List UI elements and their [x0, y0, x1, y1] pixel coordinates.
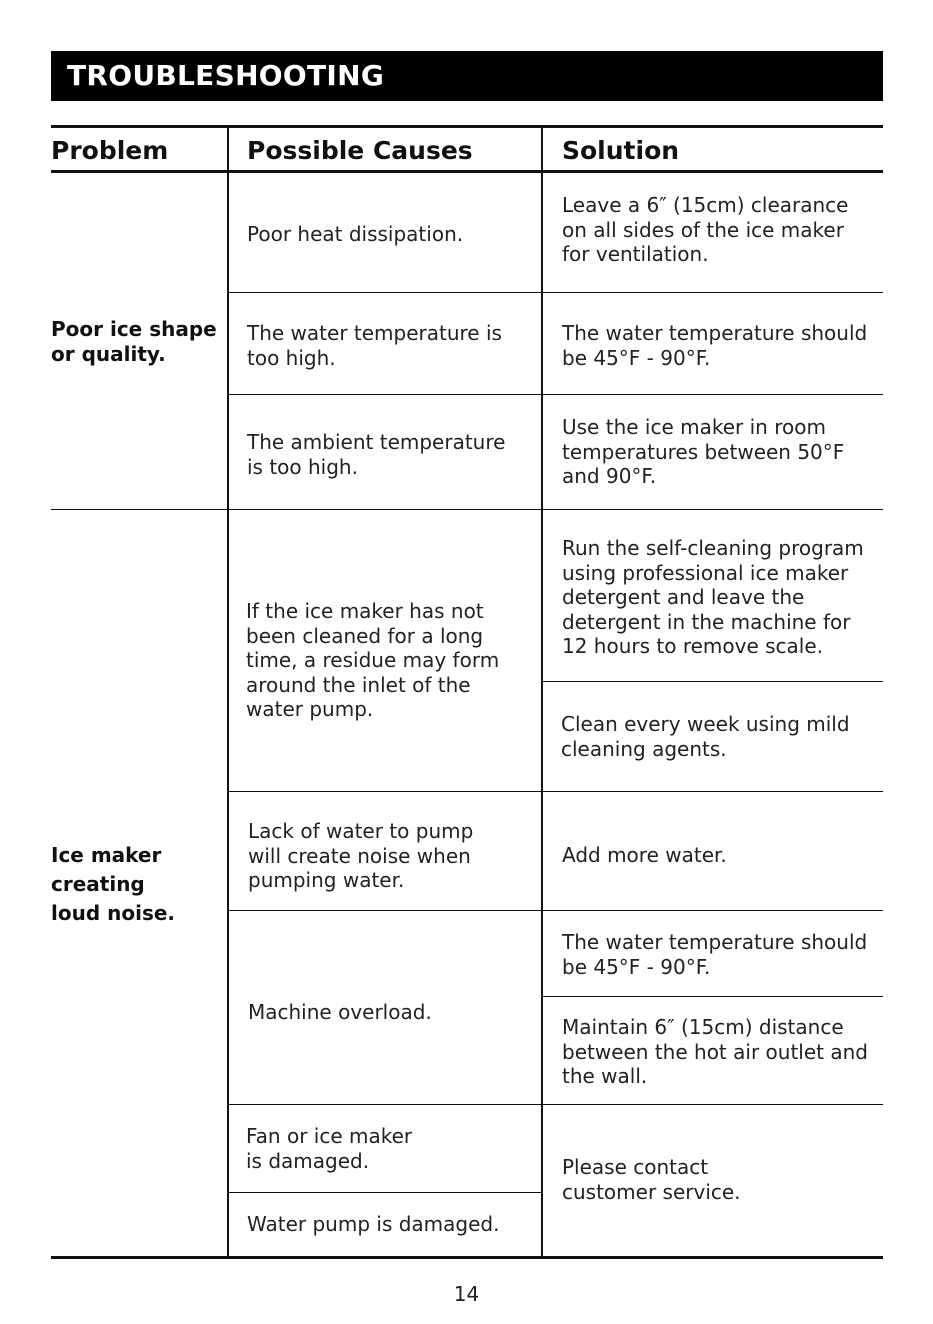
table-top-rule	[51, 125, 883, 128]
solution-room-temperature: Use the ice maker in room temperatures between 50°F and 90°F.	[562, 415, 845, 488]
table-bottom-rule	[51, 1256, 883, 1259]
problem-loud-noise: Ice maker creating loud noise.	[51, 843, 176, 925]
solution-clearance: Leave a 6″ (15cm) clearance on all sides of the ice maker for ventilation.	[562, 193, 849, 266]
header-solution: Solution	[562, 136, 680, 165]
solution-water-temperature: The water temperature should be 45°F - 90°F.	[562, 321, 868, 370]
solution-water-temperature-2: The water temperature should be 45°F - 90°F.	[562, 930, 868, 979]
header-bottom-rule	[51, 170, 883, 173]
solution-weekly-cleaning: Clean every week using mild cleaning agents.	[561, 712, 850, 761]
solution-add-water: Add more water.	[562, 843, 727, 867]
cause-rule	[228, 394, 883, 395]
page-title: TROUBLESHOOTING	[67, 59, 385, 92]
cause-rule	[228, 1192, 542, 1193]
header-causes: Possible Causes	[247, 136, 473, 165]
cause-rule	[228, 1104, 883, 1105]
cause-heat-dissipation: Poor heat dissipation.	[247, 222, 464, 246]
page-number: 14	[453, 1282, 480, 1306]
header-problem: Problem	[51, 136, 169, 165]
cause-water-temperature: The water temperature is too high.	[247, 321, 502, 370]
cause-fan-damaged: Fan or ice maker is damaged.	[246, 1124, 413, 1173]
title-bar	[51, 51, 883, 101]
column-divider-1	[227, 127, 229, 1258]
cause-rule	[228, 292, 883, 293]
cause-pump-damaged: Water pump is damaged.	[247, 1212, 500, 1236]
solution-hot-air-distance: Maintain 6″ (15cm) distance between the hot air outlet and the wall.	[562, 1015, 868, 1088]
problem-separator	[51, 509, 883, 510]
solution-contact-service: Please contact customer service.	[562, 1155, 741, 1204]
solution-rule	[542, 996, 883, 997]
cause-lack-of-water: Lack of water to pump will create noise when pumping water.	[248, 819, 474, 892]
cause-machine-overload: Machine overload.	[248, 1000, 432, 1024]
solution-self-cleaning: Run the self-cleaning program using professional ice maker detergent and leave the detergent in the machine for 12 hours to remove scale.	[562, 536, 864, 658]
solution-rule	[542, 681, 883, 682]
cause-ambient-temperature: The ambient temperature is too high.	[247, 430, 506, 479]
cause-rule	[228, 791, 883, 792]
problem-poor-ice-shape: Poor ice shape or quality.	[51, 317, 217, 366]
column-divider-2	[541, 127, 543, 1258]
cause-residue: If the ice maker has not been cleaned for a long time, a residue may form around the inlet of the water pump.	[246, 599, 500, 721]
cause-rule	[228, 910, 883, 911]
